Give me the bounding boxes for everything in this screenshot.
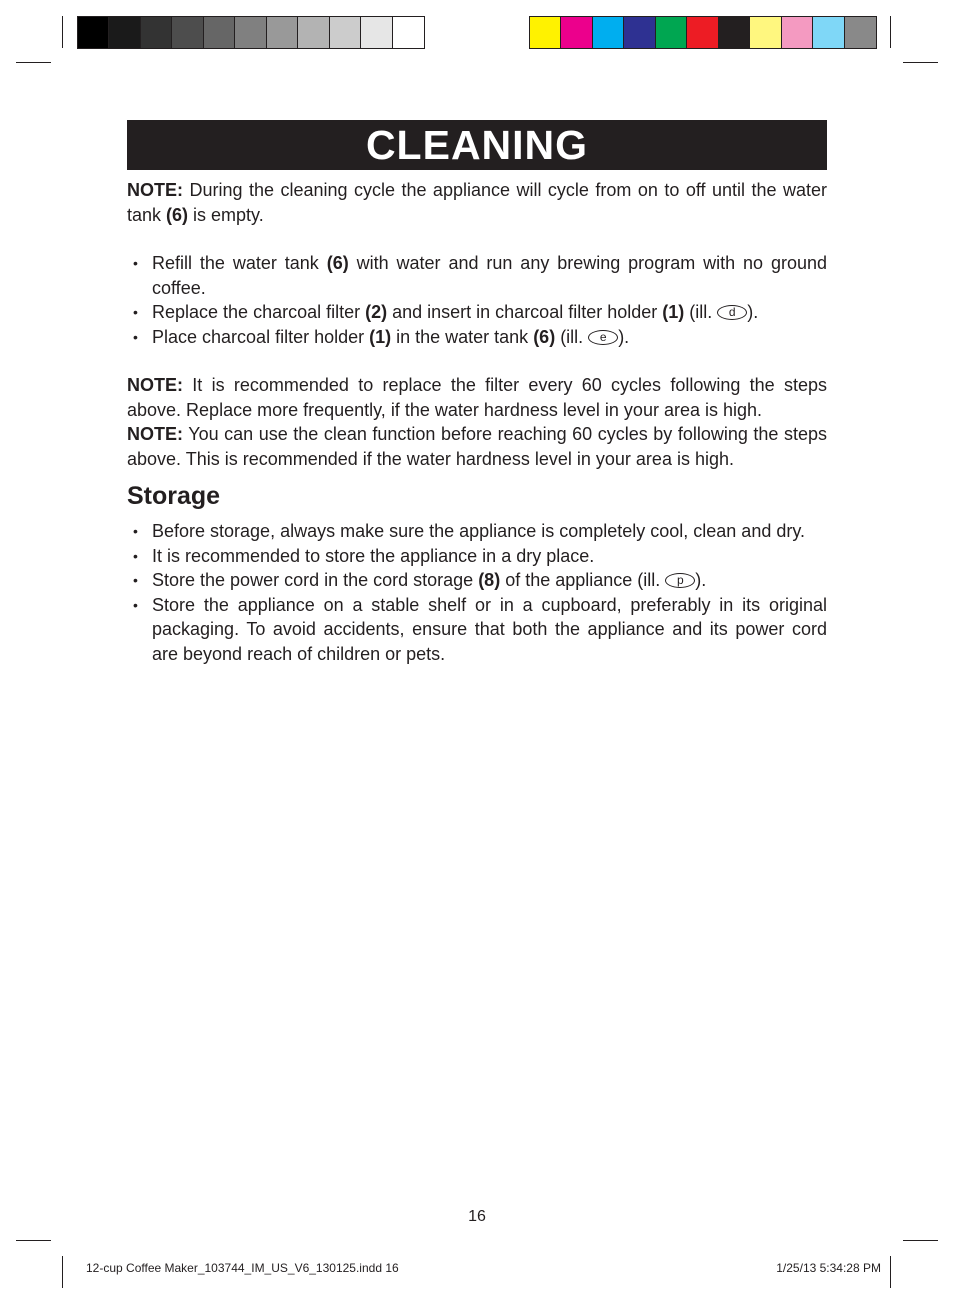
section-title-bar <box>127 120 827 170</box>
color-swatch <box>813 17 844 48</box>
crop-mark <box>62 1256 63 1288</box>
color-swatch <box>204 17 235 48</box>
crop-mark <box>903 1240 938 1241</box>
crop-mark <box>16 62 51 63</box>
color-swatch <box>845 17 876 48</box>
bullet-icon: • <box>133 328 138 345</box>
crop-mark <box>890 1256 891 1288</box>
note-label: NOTE: <box>127 180 183 200</box>
crop-mark <box>62 16 63 48</box>
list-item: • Refill the water tank (6) with water and run any brewing program with no ground coffee. <box>133 253 827 298</box>
color-swatch <box>782 17 813 48</box>
crop-mark <box>903 62 938 63</box>
storage-heading: Storage <box>127 482 221 510</box>
illustration-ref-icon: e <box>588 330 618 345</box>
process-color-bar <box>529 16 877 49</box>
bullet-icon: • <box>133 572 138 588</box>
note-label: NOTE: <box>127 375 183 395</box>
page-content <box>127 178 827 666</box>
page-title: CLEANING <box>365 121 589 168</box>
color-swatch <box>235 17 266 48</box>
bullet-icon: • <box>133 304 138 320</box>
color-swatch <box>109 17 140 48</box>
note-label: NOTE: <box>127 424 183 444</box>
illustration-ref-icon: d <box>717 305 747 320</box>
color-swatch <box>393 17 424 48</box>
color-swatch <box>656 17 687 48</box>
list-item: • Before storage, always make sure the appliance is completely cool, clean and dry. <box>127 519 827 544</box>
list-item: • Store the power cord in the cord storage (8) of the appliance (ill. p ). <box>127 568 827 593</box>
color-swatch <box>750 17 781 48</box>
file-slug: 12-cup Coffee Maker_103744_IM_US_V6_130125.indd 16 <box>86 1261 399 1275</box>
list-item: • Replace the charcoal filter (2) and insert in charcoal filter holder (1) (ill. d ). <box>127 300 827 325</box>
color-swatch <box>561 17 592 48</box>
note-paragraph: NOTE: You can use the clean function before reaching 60 cycles by following the steps above. This is recommended if the water hardness level in your area is high. <box>127 424 827 469</box>
color-swatch <box>298 17 329 48</box>
crop-mark <box>16 1240 51 1241</box>
color-swatch <box>593 17 624 48</box>
color-swatch <box>361 17 392 48</box>
note-paragraph: NOTE: It is recommended to replace the filter every 60 cycles following the steps above. Replace more frequently, if the water hardness level in your area is high. <box>127 375 827 420</box>
list-item: • Place charcoal filter holder (1) in the water tank (6) (ill. e ). <box>127 325 827 350</box>
color-swatch <box>687 17 718 48</box>
color-swatch <box>719 17 750 48</box>
color-swatch <box>624 17 655 48</box>
storage-list <box>127 519 827 666</box>
bullet-icon: • <box>133 255 138 271</box>
color-swatch <box>267 17 298 48</box>
bullet-icon: • <box>133 596 138 613</box>
color-swatch <box>330 17 361 48</box>
bullet-icon: • <box>133 547 138 564</box>
bullet-icon: • <box>133 523 138 539</box>
illustration-ref-icon: p <box>665 573 695 588</box>
list-item: • Store the appliance on a stable shelf or in a cupboard, preferably in its original packaging. To avoid accidents, ensure that both the appliance and its power cord are beyond reach of children or pets. <box>133 594 827 664</box>
list-item: • It is recommended to store the appliance in a dry place. <box>127 544 827 569</box>
page-number: 16 <box>468 1208 486 1225</box>
color-swatch <box>78 17 109 48</box>
cleaning-steps-list <box>127 251 827 349</box>
color-swatch <box>530 17 561 48</box>
note-paragraph: NOTE: During the cleaning cycle the appliance will cycle from on to off until the water tank (6) is empty. <box>127 180 827 225</box>
date-slug: 1/25/13 5:34:28 PM <box>776 1261 881 1275</box>
color-swatch <box>172 17 203 48</box>
crop-mark <box>890 16 891 48</box>
color-swatch <box>141 17 172 48</box>
grayscale-color-bar <box>77 16 425 49</box>
